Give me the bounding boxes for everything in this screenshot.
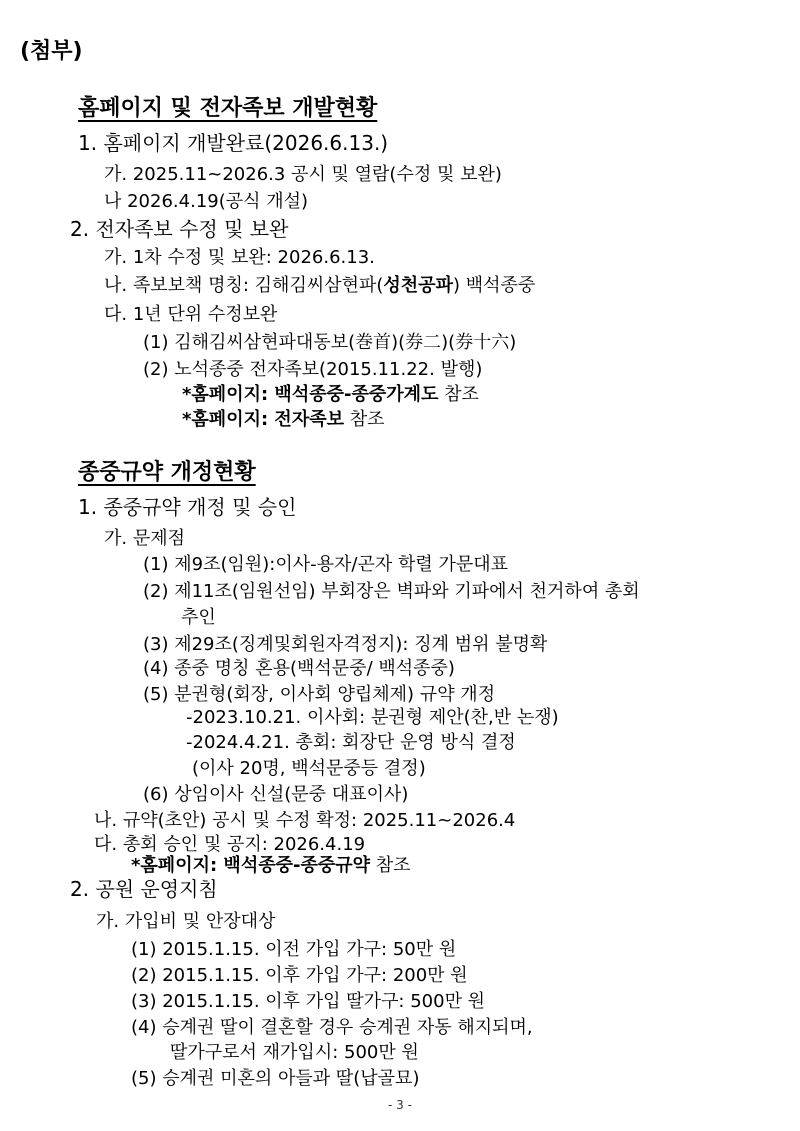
sub-item: (4) 종중 명칭 혼용(백석문중/ 백석종중): [143, 658, 455, 679]
heading-bylaws-revision: 1. 종중규약 개정 및 승인: [78, 495, 297, 519]
sub-item: (2) 2015.1.15. 이후 가입 가구: 200만 원: [131, 965, 468, 986]
homepage-reference: [182, 386, 479, 404]
homepage-reference: [131, 857, 411, 875]
sub-item-detail: (이사 20명, 백석문중등 결정): [192, 758, 426, 779]
reference-link-text: *홈페이지: 백석종중-종중가계도: [182, 384, 439, 405]
sub-item-detail: -2024.4.21. 총회: 회장단 운영 방식 결정: [186, 732, 516, 753]
item-ga: 가. 1차 수정 및 보완: 2026.6.13.: [104, 247, 375, 268]
sub-item: (3) 2015.1.15. 이후 가입 딸가구: 500만 원: [131, 991, 486, 1012]
item-ga: 가. 2025.11~2026.3 공시 및 열람(수정 및 보완): [104, 164, 502, 185]
branch-name: 성천공파: [383, 275, 453, 296]
page-number: - 3 -: [388, 1098, 412, 1112]
section-title-bylaws: 종중규약 개정현황: [78, 460, 256, 485]
section-title-homepage: 홈페이지 및 전자족보 개발현황: [78, 96, 378, 121]
sub-item: (6) 상임이사 신설(문중 대표이사): [143, 784, 409, 805]
item-ga: 가. 가입비 및 안장대상: [96, 911, 276, 932]
homepage-reference: [182, 411, 384, 429]
item-na: [104, 277, 535, 295]
text: 참조: [370, 855, 411, 876]
sub-item: (3) 제29조(징계및회원자격정지): 징계 범위 불명확: [143, 634, 548, 655]
heading-homepage-complete: 1. 홈페이지 개발완료(2026.6.13.): [78, 131, 389, 155]
heading-park-guidelines: 2. 공원 운영지침: [70, 877, 218, 901]
sub-item: (1) 2015.1.15. 이전 가입 가구: 50만 원: [131, 939, 457, 960]
text: ) 백석종중: [452, 275, 536, 296]
reference-link-text: *홈페이지: 백석종중-종중규약: [131, 855, 371, 876]
item-ga: 가. 문제점: [104, 528, 185, 549]
item-da: 다. 1년 단위 수정보완: [104, 304, 278, 325]
item-na: 나 2026.4.19(공식 개설): [104, 191, 309, 212]
sub-item: (2) 노석종중 전자족보(2015.11.22. 발행): [143, 359, 483, 380]
item-da: 다. 총회 승인 및 공지: 2026.4.19: [94, 834, 366, 855]
sub-item-continued: 추인: [181, 607, 216, 628]
text: 나. 족보보책 명칭: 김해김씨삼현파(: [104, 275, 384, 296]
sub-item-continued: 딸가구로서 재가입시: 500만 원: [170, 1042, 419, 1063]
sub-item: (2) 제11조(임원선임) 부회장은 벽파와 기파에서 천거하여 총회: [143, 581, 640, 602]
text: 참조: [343, 409, 385, 430]
item-na: 나. 규약(초안) 공시 및 수정 확정: 2025.11~2026.4: [94, 810, 516, 831]
sub-item: (4) 승계권 딸이 결혼할 경우 승계권 자동 해지되며,: [131, 1017, 533, 1038]
reference-link-text: *홈페이지: 전자족보: [182, 409, 344, 430]
attachment-label: (첨부): [20, 39, 83, 64]
sub-item-detail: -2023.10.21. 이사회: 분권형 제안(찬,반 논쟁): [186, 707, 559, 728]
text: 참조: [438, 384, 479, 405]
heading-genealogy: 2. 전자족보 수정 및 보완: [70, 217, 289, 241]
sub-item: (5) 승계권 미혼의 아들과 딸(납골묘): [131, 1068, 420, 1089]
sub-item: (5) 분권형(회장, 이사회 양립체제) 규약 개정: [143, 684, 496, 705]
sub-item: (1) 김해김씨삼현파대동보(巻首)(券二)(券十六): [143, 332, 517, 353]
sub-item: (1) 제9조(임원):이사-용자/곤자 학렬 가문대표: [143, 554, 508, 575]
